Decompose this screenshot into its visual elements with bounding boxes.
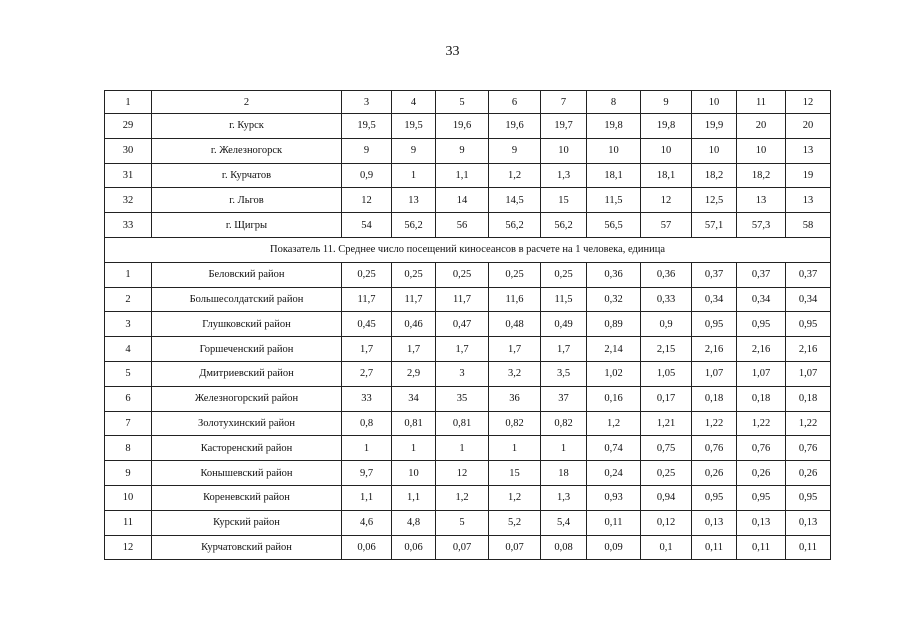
value-cell: 9	[641, 91, 692, 114]
row-number-cell: 8	[105, 436, 152, 461]
row-name-cell: Железногорский район	[152, 386, 342, 411]
value-cell: 10	[587, 138, 641, 163]
value-cell: 1	[392, 163, 436, 188]
value-cell: 1	[342, 436, 392, 461]
value-cell: 0,37	[692, 262, 737, 287]
value-cell: 56	[436, 213, 489, 238]
row-number-cell: 7	[105, 411, 152, 436]
value-cell: 1,3	[541, 163, 587, 188]
value-cell: 0,48	[489, 312, 541, 337]
value-cell: 0,18	[786, 386, 831, 411]
value-cell: 11,7	[342, 287, 392, 312]
row-name-cell: г. Курск	[152, 114, 342, 139]
row-number-cell: 1	[105, 91, 152, 114]
value-cell: 0,25	[641, 461, 692, 486]
value-cell: 15	[541, 188, 587, 213]
value-cell: 0,11	[786, 535, 831, 560]
value-cell: 0,37	[786, 262, 831, 287]
row-number-cell: 5	[105, 361, 152, 386]
value-cell: 12	[641, 188, 692, 213]
value-cell: 2,16	[786, 337, 831, 362]
value-cell: 0,75	[641, 436, 692, 461]
value-cell: 1,7	[342, 337, 392, 362]
row-number-cell: 3	[105, 312, 152, 337]
value-cell: 0,95	[737, 312, 786, 337]
row-name-cell: 2	[152, 91, 342, 114]
value-cell: 0,26	[737, 461, 786, 486]
value-cell: 19,8	[641, 114, 692, 139]
value-cell: 0,26	[786, 461, 831, 486]
row-number-cell: 32	[105, 188, 152, 213]
value-cell: 19	[786, 163, 831, 188]
row-name-cell: Беловский район	[152, 262, 342, 287]
value-cell: 10	[392, 461, 436, 486]
value-cell: 0,36	[587, 262, 641, 287]
value-cell: 11,5	[587, 188, 641, 213]
value-cell: 0,74	[587, 436, 641, 461]
data-table	[104, 90, 831, 560]
value-cell: 10	[541, 138, 587, 163]
section-title: Показатель 11. Среднее число посещений киносеансов в расчете на 1 человека, единица	[105, 237, 831, 262]
value-cell: 0,76	[692, 436, 737, 461]
value-cell: 15	[489, 461, 541, 486]
value-cell: 1,21	[641, 411, 692, 436]
value-cell: 19,9	[692, 114, 737, 139]
value-cell: 0,12	[641, 510, 692, 535]
value-cell: 0,81	[392, 411, 436, 436]
value-cell: 13	[786, 138, 831, 163]
value-cell: 3,2	[489, 361, 541, 386]
row-name-cell: Золотухинский район	[152, 411, 342, 436]
table-row	[105, 461, 831, 486]
value-cell: 0,13	[786, 510, 831, 535]
value-cell: 1,3	[541, 485, 587, 510]
row-number-cell: 2	[105, 287, 152, 312]
value-cell: 1,07	[692, 361, 737, 386]
value-cell: 1,07	[737, 361, 786, 386]
value-cell: 0,82	[541, 411, 587, 436]
value-cell: 13	[737, 188, 786, 213]
value-cell: 1,2	[489, 163, 541, 188]
value-cell: 18,2	[692, 163, 737, 188]
value-cell: 18,1	[641, 163, 692, 188]
table-row	[105, 436, 831, 461]
value-cell: 0,09	[587, 535, 641, 560]
value-cell: 0,25	[489, 262, 541, 287]
value-cell: 0,37	[737, 262, 786, 287]
value-cell: 2,16	[692, 337, 737, 362]
value-cell: 0,82	[489, 411, 541, 436]
value-cell: 12,5	[692, 188, 737, 213]
value-cell: 36	[489, 386, 541, 411]
value-cell: 1,22	[737, 411, 786, 436]
row-name-cell: г. Щигры	[152, 213, 342, 238]
table-row	[105, 213, 831, 238]
value-cell: 1	[541, 436, 587, 461]
value-cell: 12	[786, 91, 831, 114]
value-cell: 0,17	[641, 386, 692, 411]
value-cell: 0,25	[342, 262, 392, 287]
value-cell: 2,14	[587, 337, 641, 362]
value-cell: 19,5	[342, 114, 392, 139]
table-row	[105, 188, 831, 213]
value-cell: 10	[737, 138, 786, 163]
value-cell: 0,32	[587, 287, 641, 312]
value-cell: 0,95	[692, 485, 737, 510]
value-cell: 0,95	[737, 485, 786, 510]
table-row	[105, 312, 831, 337]
row-number-cell: 11	[105, 510, 152, 535]
row-number-cell: 31	[105, 163, 152, 188]
value-cell: 0,26	[692, 461, 737, 486]
value-cell: 37	[541, 386, 587, 411]
value-cell: 33	[342, 386, 392, 411]
value-cell: 2,7	[342, 361, 392, 386]
table-row	[105, 361, 831, 386]
value-cell: 8	[587, 91, 641, 114]
value-cell: 5	[436, 91, 489, 114]
value-cell: 1,22	[786, 411, 831, 436]
value-cell: 0,95	[786, 312, 831, 337]
value-cell: 57,1	[692, 213, 737, 238]
value-cell: 14,5	[489, 188, 541, 213]
row-name-cell: Касторенский район	[152, 436, 342, 461]
table-row	[105, 386, 831, 411]
value-cell: 0,95	[692, 312, 737, 337]
header-row	[105, 91, 831, 114]
value-cell: 9	[342, 138, 392, 163]
row-name-cell: Курский район	[152, 510, 342, 535]
value-cell: 1,07	[786, 361, 831, 386]
value-cell: 1,05	[641, 361, 692, 386]
value-cell: 0,06	[392, 535, 436, 560]
row-name-cell: Большесолдатский район	[152, 287, 342, 312]
value-cell: 0,49	[541, 312, 587, 337]
value-cell: 19,5	[392, 114, 436, 139]
value-cell: 1	[489, 436, 541, 461]
value-cell: 4	[392, 91, 436, 114]
value-cell: 0,07	[436, 535, 489, 560]
row-name-cell: г. Железногорск	[152, 138, 342, 163]
value-cell: 0,34	[786, 287, 831, 312]
value-cell: 10	[641, 138, 692, 163]
value-cell: 54	[342, 213, 392, 238]
value-cell: 35	[436, 386, 489, 411]
value-cell: 57	[641, 213, 692, 238]
value-cell: 0,18	[692, 386, 737, 411]
row-name-cell: г. Льгов	[152, 188, 342, 213]
value-cell: 4,6	[342, 510, 392, 535]
value-cell: 0,1	[641, 535, 692, 560]
value-cell: 0,93	[587, 485, 641, 510]
value-cell: 2,9	[392, 361, 436, 386]
value-cell: 1,7	[436, 337, 489, 362]
value-cell: 11	[737, 91, 786, 114]
value-cell: 12	[342, 188, 392, 213]
table-row	[105, 411, 831, 436]
value-cell: 3	[436, 361, 489, 386]
value-cell: 0,11	[737, 535, 786, 560]
value-cell: 1,7	[392, 337, 436, 362]
value-cell: 56,5	[587, 213, 641, 238]
row-name-cell: Дмитриевский район	[152, 361, 342, 386]
row-number-cell: 12	[105, 535, 152, 560]
value-cell: 20	[737, 114, 786, 139]
value-cell: 58	[786, 213, 831, 238]
value-cell: 0,07	[489, 535, 541, 560]
value-cell: 0,25	[541, 262, 587, 287]
value-cell: 2,15	[641, 337, 692, 362]
value-cell: 0,94	[641, 485, 692, 510]
value-cell: 3	[342, 91, 392, 114]
value-cell: 9	[489, 138, 541, 163]
value-cell: 0,47	[436, 312, 489, 337]
value-cell: 0,46	[392, 312, 436, 337]
row-name-cell: Горшеченский район	[152, 337, 342, 362]
value-cell: 2,16	[737, 337, 786, 362]
row-number-cell: 33	[105, 213, 152, 238]
row-number-cell: 6	[105, 386, 152, 411]
value-cell: 0,11	[692, 535, 737, 560]
value-cell: 5	[436, 510, 489, 535]
value-cell: 0,9	[342, 163, 392, 188]
row-number-cell: 10	[105, 485, 152, 510]
table-row	[105, 535, 831, 560]
value-cell: 0,13	[737, 510, 786, 535]
table-row	[105, 262, 831, 287]
row-name-cell: Конышевский район	[152, 461, 342, 486]
value-cell: 19,6	[489, 114, 541, 139]
value-cell: 0,95	[786, 485, 831, 510]
value-cell: 1,2	[436, 485, 489, 510]
value-cell: 0,89	[587, 312, 641, 337]
value-cell: 9	[392, 138, 436, 163]
table-row	[105, 287, 831, 312]
value-cell: 1,2	[587, 411, 641, 436]
value-cell: 19,8	[587, 114, 641, 139]
value-cell: 0,8	[342, 411, 392, 436]
value-cell: 4,8	[392, 510, 436, 535]
table-row	[105, 114, 831, 139]
value-cell: 11,6	[489, 287, 541, 312]
row-number-cell: 29	[105, 114, 152, 139]
value-cell: 20	[786, 114, 831, 139]
row-number-cell: 9	[105, 461, 152, 486]
table-row	[105, 163, 831, 188]
value-cell: 1	[436, 436, 489, 461]
value-cell: 1,7	[541, 337, 587, 362]
table-row	[105, 138, 831, 163]
value-cell: 1,7	[489, 337, 541, 362]
value-cell: 57,3	[737, 213, 786, 238]
value-cell: 1,02	[587, 361, 641, 386]
value-cell: 0,25	[392, 262, 436, 287]
table-row	[105, 485, 831, 510]
value-cell: 56,2	[392, 213, 436, 238]
value-cell: 11,7	[392, 287, 436, 312]
value-cell: 56,2	[489, 213, 541, 238]
table-row	[105, 510, 831, 535]
value-cell: 18,2	[737, 163, 786, 188]
value-cell: 0,76	[737, 436, 786, 461]
value-cell: 1,22	[692, 411, 737, 436]
value-cell: 7	[541, 91, 587, 114]
value-cell: 0,06	[342, 535, 392, 560]
row-name-cell: Кореневский район	[152, 485, 342, 510]
value-cell: 12	[436, 461, 489, 486]
value-cell: 3,5	[541, 361, 587, 386]
value-cell: 0,34	[737, 287, 786, 312]
value-cell: 0,13	[692, 510, 737, 535]
value-cell: 0,11	[587, 510, 641, 535]
page-number: 33	[445, 44, 460, 59]
value-cell: 0,45	[342, 312, 392, 337]
value-cell: 9,7	[342, 461, 392, 486]
value-cell: 0,08	[541, 535, 587, 560]
row-name-cell: Курчатовский район	[152, 535, 342, 560]
value-cell: 1,1	[436, 163, 489, 188]
row-number-cell: 1	[105, 262, 152, 287]
value-cell: 0,25	[436, 262, 489, 287]
value-cell: 19,7	[541, 114, 587, 139]
value-cell: 14	[436, 188, 489, 213]
row-name-cell: Глушковский район	[152, 312, 342, 337]
table-row	[105, 337, 831, 362]
value-cell: 0,9	[641, 312, 692, 337]
value-cell: 0,76	[786, 436, 831, 461]
value-cell: 18,1	[587, 163, 641, 188]
value-cell: 11,5	[541, 287, 587, 312]
value-cell: 6	[489, 91, 541, 114]
value-cell: 1,1	[342, 485, 392, 510]
value-cell: 0,18	[737, 386, 786, 411]
value-cell: 13	[786, 188, 831, 213]
value-cell: 10	[692, 138, 737, 163]
value-cell: 5,2	[489, 510, 541, 535]
value-cell: 10	[692, 91, 737, 114]
value-cell: 0,34	[692, 287, 737, 312]
section-row	[105, 237, 831, 262]
value-cell: 1,1	[392, 485, 436, 510]
value-cell: 0,33	[641, 287, 692, 312]
value-cell: 0,81	[436, 411, 489, 436]
value-cell: 5,4	[541, 510, 587, 535]
value-cell: 19,6	[436, 114, 489, 139]
value-cell: 18	[541, 461, 587, 486]
value-cell: 0,24	[587, 461, 641, 486]
row-number-cell: 30	[105, 138, 152, 163]
value-cell: 56,2	[541, 213, 587, 238]
value-cell: 1	[392, 436, 436, 461]
row-name-cell: г. Курчатов	[152, 163, 342, 188]
value-cell: 9	[436, 138, 489, 163]
value-cell: 0,36	[641, 262, 692, 287]
value-cell: 34	[392, 386, 436, 411]
value-cell: 1,2	[489, 485, 541, 510]
row-number-cell: 4	[105, 337, 152, 362]
value-cell: 11,7	[436, 287, 489, 312]
value-cell: 13	[392, 188, 436, 213]
value-cell: 0,16	[587, 386, 641, 411]
